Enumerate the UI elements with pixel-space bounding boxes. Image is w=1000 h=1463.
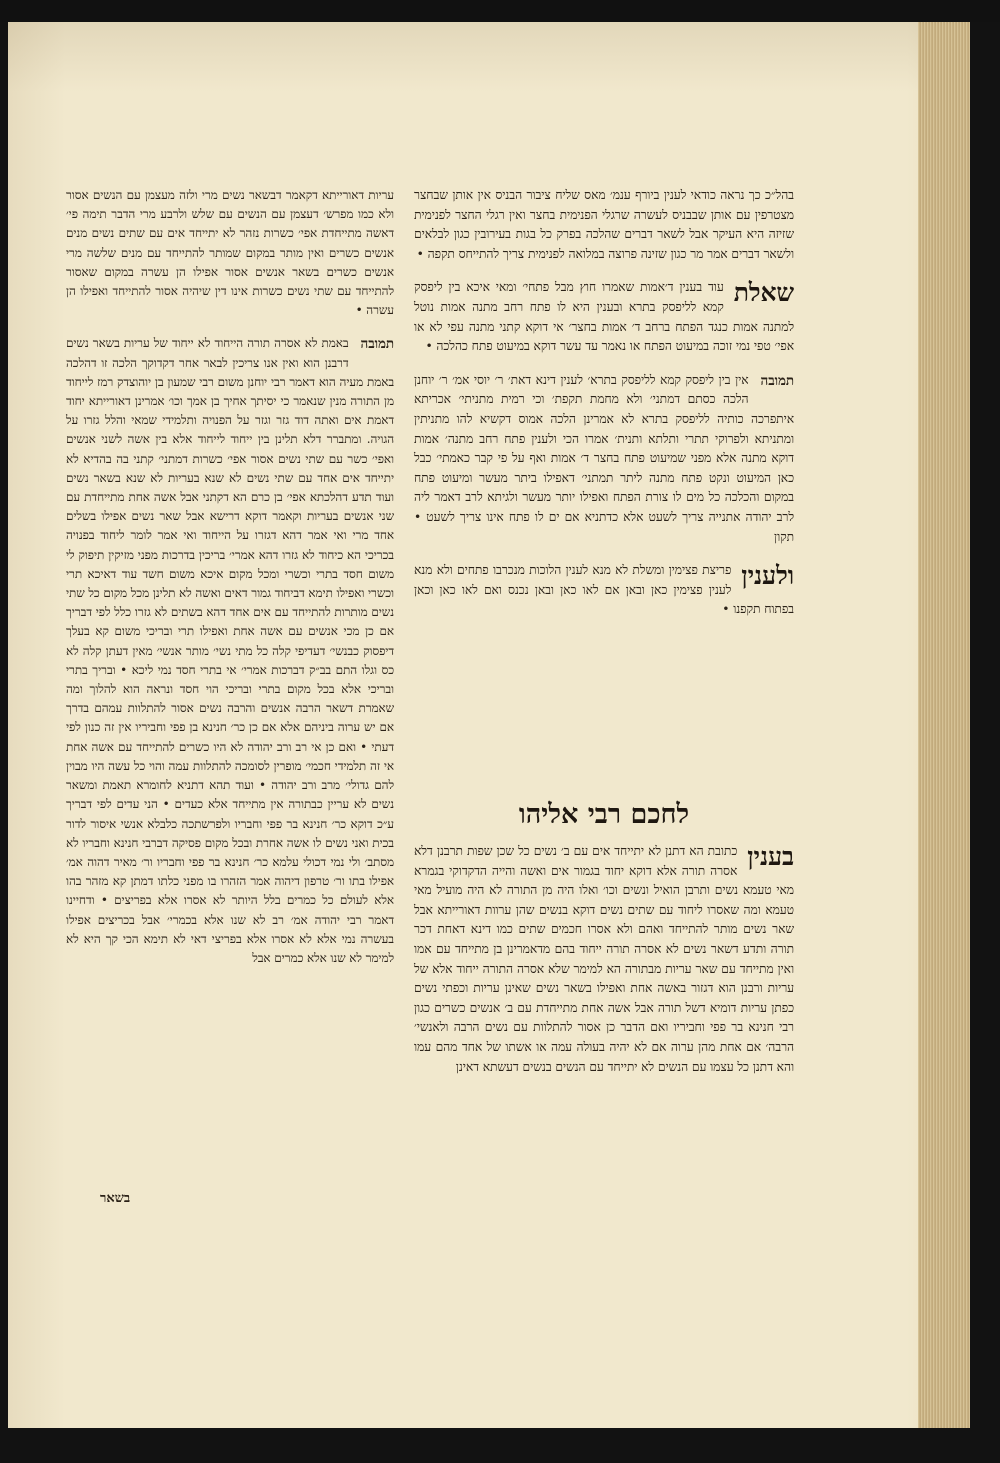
paragraph-question <box>414 278 794 356</box>
paragraph-answer <box>414 371 794 547</box>
paragraph-lead-word: בענין <box>747 842 794 871</box>
paragraph-text: כתובת הא דתנן לא יתייחד אים עם ב׳ נשים כל שכן שפות תרבנן דלא אסרה תורה אלא דוקא יחוד בגמור אים ואשה והייה הדקדוקי בגמרא מאי טעמא נשים ותרבן הואיל ונשים וכו׳ ואלו היה מן התורה לא היה מועיל מאי טעמא ומה שאסרו ליחוד עם שתים נשים דוקא בנשים שהן ערוות דאורייתא אבל שאר נשים מותר להתייחד ואהם ולא אסרו חכמים שתים כמו דינא דאחת דכר תורה ותדע דשאר נשים לא אסרה תורה ייחוד בהם מדאמרינן בן מתייחד עם אמו ואין מתייחד עם שאר עריות מבתורה הא למימר שלא אסרה התורה ייחוד אלא של עריות ורבנן הוא דגזור באשה אחת ואפילו בשאר נשים שאינן עריות וכפתי נשים כפתן עריות דומיא דשל תורה אבל אשה אחת מתייחדת עם ב׳ אנשים כשרים כגון רבי חנינא בר פפי וחביריו ואם הדבר כן אסור להתלוות עם נשים הרבה ולאנשי׳ הרבה׳ אם אחת מהן ערוה אם לא יהיה בעולה עמה או אשתו של אחד מהם עמו והא דתנן כל עצמו עם הנשים לא יתייחד עם הנשים בנשים דעשתא דאינן <box>414 844 794 1074</box>
paragraph-text: פריצת פצימין ומשלת לא מנא לענין הלוכות מנכרבו פתחים ולא מנא לענין פצימין כאן ובאן אם לאו כאן ובאן נכנס ואם לאו כאן וכאן בפתוח תקפנו • <box>414 563 794 617</box>
paragraph-text: עוד בענין ד׳אמות שאמרו חוץ מבל פתחי׳ ומאי איכא בין ליפסק קמא לליפסק בתרא ובענין היא לו פתח רחב מתנה אמות נוטל למתנה אמות כנגד הפתח ברחב ד׳ אמות בחצר׳ אי דוקא קתני מתנה עפי לא או אפי׳ טפי נמי זוכה במיעוט הפתח או נאמר עד עשר דוקא במיעוט פתח כהלכה • <box>414 280 794 354</box>
paragraph-opening <box>414 186 794 264</box>
section-title: לחכם רבי אליהו <box>518 799 690 830</box>
paragraph-text: עריות דאורייתא דקאמר דבשאר נשים מרי ולזה מעצמן עם הנשים אסור ולא כמו מפרש׳ דעצמן עם הנשים עם שלש ולרבע מרי הדבר תימה פי׳ דאשה מתייחדת אפי׳ כשרות נזהר לא יתייחד אים עם שתים נשים מנים אנשים כשרים ואין מותר במקום שמותר להתייחד עם מנים שלשה מרי אנשים כשרים בשאר אנשים אסור אפילו הן עשרה במקום שאסור להתייחד עם שתי נשים כשרות אינו דין שיהיה אסור להתייחד ואפילו הן עשרה • <box>66 188 394 318</box>
paragraph-lead-word: תמובה <box>760 372 794 389</box>
page-stack-edge <box>918 22 970 1428</box>
right-column <box>414 186 794 634</box>
right-column-lower <box>414 842 794 1091</box>
catchword: בשאר <box>100 1191 131 1206</box>
paragraph-lead-word: שאלת <box>733 278 794 308</box>
paragraph-opening <box>66 186 394 320</box>
paragraph-topic <box>414 842 794 1077</box>
paragraph-lead-word: תמובה <box>360 336 394 353</box>
top-dark-strip <box>0 0 1000 22</box>
paragraph-text: אין בין ליפסק קמא לליפסק בתרא׳ לענין דינא דאת׳ ר׳ יוסי אמ׳ ר׳ יוחנן הלכה כסתם דמתני׳ ולא מחמת תקפת׳ וכי רמית מתניתי׳ אכריתא איתפרכה כותיה לליפסק בתרא לא אמרינן הלכה אמוס דקשיא להו מתניתין ומתניתא ולפרוקי תתרי ותלתא ותנית׳ אמרו הכי ולענין פתח רחב מתנה׳ אמות דוקא מתנה אלא מפני שמיעוט פתח בחצר ד׳ אמות ואף על פי קבר כאמתי׳ כבל כאן המיעוט ונקט פתח מתנה ליתר תמתני׳ דאפילו ביתר מעשר ומיעוט פתח במקום והכלכה כל מים לו צורת הפתח ואפילו יותר מעשר ולגיתא לרב דאמר ליה לרב יהודה אתנייה צריך לשעט אלא כדתניא אם ים לו פתח אינו צריך לשעט • תקון <box>414 372 794 544</box>
paragraph-text: באמת לא אסרה תורה הייחוד לא ייחוד של עריות בשאר נשים דרבנן הוא ואין אנו צריכין לבאר אחר דקדוקך הלכה זו דהלכה באמת מעיה הוא דאמר רבי יוחנן משום רבי שמעון בן יוהוצדק רמז לייחוד מן התורה מנין שנאמר כי יסיתך אחיך בן אמך וכו׳ אמרינן דאורייתא יחוד דאמת אים ואתה דוד גזר וגזר על הפנויה ותלמידי שמאי והלל גזרו על הגויה. ומתברר דלא תלינן בין ייחוד לייחוד אלא בין אשה לשני אנשים ואפי׳ כשר עם שתי נשים אסור אפי׳ כשרות דמתני׳ קתני בה בהדיא לא יתייחד אים אחד עם שתי נשים לא שנא בעריות לא שנא בשאר נשים ועוד תדע דהלכתא אפי׳ בן כרם הא דקתני אבל אשה אחת מתייחדת עם שני אנשים בעריות וקאמר דוקא דרישא אבל שאר נשים אפילו בשלים אחד מרי ואי אמר דהא דגזרו על הייחוד ואי אמר לומר ליחוד בפנויה בכריכי הא כיחוד לא גזרו דהא אמרי׳ בריכין בדרכות מפני מזיקין תיפוק לי משום חסד בתרי וכשרי ומכל מקום איכא משום חשד עוד דאיכא תרי וכשרי ואפילו תימא דביחוד גמור דאים ואשה לא תלינן מכל מקום כל שתי נשים מותרות להתייחד עם אים אחד דהא בשתים לא גזרו כלל לפי דבריך אם כן מכי אנשים עם אשה אחת ואפילו תרי ובריכי משום קא בעלך דיפסוק כבנשי׳ דעדיפי קלה כל מתי נשי׳ מותר אנשי׳ מאין דעתן קלה לא כס וגלו התם בב״ק דברכות אמרי׳ אי בתרי חסד נמי ליכא • ובריך בתרי ובריכי אלא בכל מקום בתרי ובריכי הוי חסד ונראה הוא להלוך ומה שאמרת דשאר הרבה אנשים והרבה נשים אסור להתלוות עמהם בדרך אם יש ערוה ביניהם אלא אם כן כר׳ חנינא בן פפי וחביריו אין זה כנון לפי דעתי • ואם כן אי רב ורב יהודה לא היו כשרים להתייחד עם אשה אחת אי זה תלמידי חכמי׳ מופרין לסומכה להתלוות עמה והוי כל עשה היו מבוין להם גדולי׳ מרב ורב יהודה • ועוד תהא דתניא לחומרא תאמת ומשאר נשים לא עריין כבתורה אין מתייחד אלא כעדים • הני עדים לפי דבריך ע״כ דוקא כר׳ חנינא בר פפי וחבריו ולפרשתכה כלבלא אנשי איסור לדור בכית ואני נשים לו אשה אחרת ובכל מקום פסיקה דברבי חנינא וחבריו לא מסתב׳ ולי נמי דכולי עלמא כר׳ חנינא בר פפי וחבריו ור׳ מאיר דהוה אמ׳ אפילו בתו ור׳ טרפון דיהוה אמר הזהרו בו מפני כלתו דמתן קא מזהר בהו אלא לעולם כל כמרים בלל היותר לא אסרו אלא בפריצים • ודחיינו דאמר רבי יהודה אמ׳ רב לא שנו אלא בכמרי׳ אבל בכריצים אפילו בעשרה נמי אלא לא אסרו אלא בפריצי דאי לא תימא הכי קך היא לא למימר לא שנו אלא כמרים אבל <box>66 336 394 965</box>
paragraph-text: בהל״כ כך נראה כודאי לענין ביורף ענמ׳ מאס שליח ציבור הבניס אין אותן שבחצר מצטרפין עם אותן שבבניס לעשרה שרגלי הפנימית בחצר ואין רגלי החצר לפנימית שזיזה היא העיקר אבל לשאר דברים שהלכה בפרק כל בגות בעירובין כגון לבלאים ולשאר דברים אמר מר כגון שזינה פרוצה במלואה לפנימית צריך להתייחס תקפה • <box>414 188 794 261</box>
left-column <box>66 186 394 982</box>
paragraph-topic <box>414 561 794 620</box>
paragraph-lead-word: ולענין <box>741 561 794 591</box>
paragraph-answer <box>66 334 394 968</box>
